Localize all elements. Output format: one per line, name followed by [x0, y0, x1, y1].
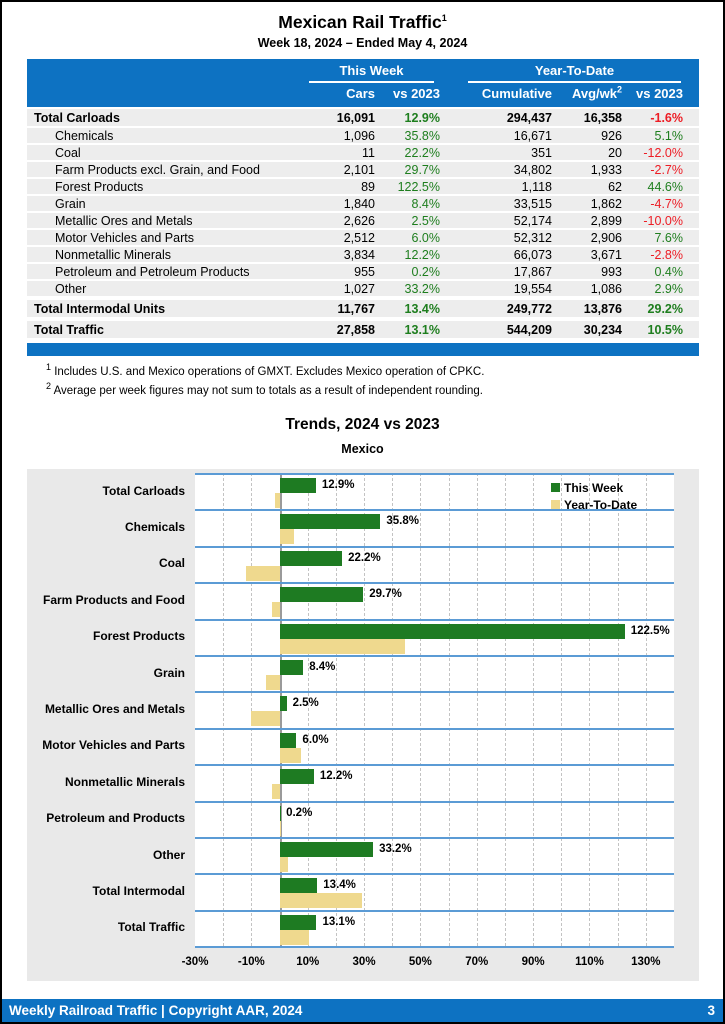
- chart-row: [27, 655, 699, 691]
- table-row: [27, 145, 699, 162]
- x-axis-tick-label: 30%: [352, 956, 376, 968]
- bar-year-to-date: [251, 711, 279, 726]
- table-cell-cumulative: 1,118: [521, 179, 552, 194]
- row-label: Total Intermodal Units: [34, 301, 166, 316]
- table-cell-cumulative: 19,554: [513, 281, 552, 296]
- bar-this-week: [280, 660, 304, 675]
- bar-this-week: [280, 733, 297, 748]
- row-label: Chemicals: [55, 128, 114, 143]
- legend-swatch-green-icon: [551, 483, 560, 492]
- table-cell-ytd_vs: 7.6%: [654, 230, 683, 245]
- table-cell-cars: 3,834: [343, 247, 375, 262]
- legend-label-this-week: This Week: [564, 480, 624, 495]
- chart-row: [27, 873, 699, 909]
- trends-bar-chart: [27, 469, 699, 981]
- chart-row: [27, 546, 699, 582]
- chart-category-label: Grain: [153, 665, 185, 680]
- table-cell-avg_wk: 993: [601, 264, 622, 279]
- table-cell-avg_wk: 16,358: [583, 110, 622, 125]
- chart-category-label: Forest Products: [92, 629, 185, 644]
- chart-row: [27, 837, 699, 873]
- group-header-year-to-date: Year-To-Date: [468, 63, 681, 83]
- table-cell-cars_vs: 12.9%: [404, 110, 440, 125]
- table-cell-cars_vs: 13.4%: [404, 301, 440, 316]
- table-cell-cumulative: 66,073: [513, 247, 552, 262]
- table-cell-avg_wk: 2,906: [590, 230, 622, 245]
- row-label: Farm Products excl. Grain, and Food: [55, 162, 260, 177]
- bar-value-label: 0.2%: [286, 806, 313, 819]
- legend-swatch-yellow-icon: [551, 500, 560, 509]
- bar-value-label: 122.5%: [630, 624, 670, 637]
- chart-plot-area: [27, 473, 699, 948]
- chart-category-label: Coal: [158, 556, 185, 571]
- table-cell-avg_wk: 3,671: [590, 247, 622, 262]
- chart-category-label: Motor Vehicles and Parts: [42, 738, 185, 753]
- bar-year-to-date: [272, 784, 280, 799]
- page-footer: [2, 999, 723, 1022]
- table-row: [27, 128, 699, 145]
- table-cell-cumulative: 16,671: [513, 128, 552, 143]
- legend-item-year-to-date: [551, 496, 637, 513]
- table-cell-cars_vs: 0.2%: [411, 264, 440, 279]
- bar-year-to-date: [280, 821, 281, 836]
- column-header-2: vs 2023: [393, 86, 440, 101]
- chart-row-plot: [195, 546, 674, 582]
- footnote-2-marker: 2: [46, 381, 52, 392]
- legend-item-this-week: [551, 479, 637, 496]
- table-cell-ytd_vs: -4.7%: [650, 196, 683, 211]
- table-cell-ytd_vs: -12.0%: [643, 145, 683, 160]
- table-cell-cumulative: 249,772: [506, 301, 552, 316]
- x-axis-tick-label: 10%: [296, 956, 320, 968]
- bar-year-to-date: [272, 602, 280, 617]
- table-cell-ytd_vs: 2.9%: [654, 281, 683, 296]
- bar-year-to-date: [280, 893, 362, 908]
- chart-category-label: Total Intermodal: [92, 883, 185, 898]
- bar-this-week: [280, 769, 314, 784]
- table-cell-cars: 1,096: [343, 128, 375, 143]
- traffic-table: [27, 59, 699, 340]
- table-row: [27, 264, 699, 281]
- chart-axis-baseline: [195, 946, 674, 948]
- table-cell-ytd_vs: 10.5%: [647, 322, 683, 337]
- table-cell-cars_vs: 29.7%: [404, 162, 440, 177]
- x-axis-tick-label: 90%: [521, 956, 545, 968]
- bar-this-week: [280, 842, 374, 857]
- bar-value-label: 29.7%: [369, 588, 402, 601]
- table-row: [27, 162, 699, 179]
- table-cell-cars_vs: 2.5%: [411, 213, 440, 228]
- table-cell-cars: 2,626: [343, 213, 375, 228]
- bar-year-to-date: [280, 857, 288, 872]
- footnote-2: [46, 381, 723, 398]
- row-label: Petroleum and Petroleum Products: [55, 264, 250, 279]
- x-axis-tick-label: 130%: [631, 956, 661, 968]
- chart-category-label: Petroleum and Products: [46, 811, 185, 826]
- chart-category-label: Other: [152, 847, 185, 862]
- x-axis-tick-label: 50%: [408, 956, 432, 968]
- table-cell-ytd_vs: 29.2%: [647, 301, 683, 316]
- row-label: Other: [55, 281, 87, 296]
- chart-row-plot: [195, 910, 674, 946]
- chart-row-plot: [195, 655, 674, 691]
- x-axis-tick-label: 110%: [575, 956, 604, 968]
- bar-value-label: 12.2%: [319, 770, 353, 783]
- chart-row: [27, 910, 699, 946]
- bar-year-to-date: [275, 493, 280, 508]
- bar-year-to-date: [246, 566, 280, 581]
- column-header-1: Cars: [346, 86, 375, 101]
- table-cell-cars: 2,512: [343, 230, 375, 245]
- chart-category-label: Total Traffic: [117, 920, 185, 935]
- chart-row-plot: [195, 873, 674, 909]
- table-cell-avg_wk: 30,234: [583, 322, 622, 337]
- bar-year-to-date: [280, 748, 301, 763]
- table-body: [27, 109, 699, 340]
- table-cell-ytd_vs: -10.0%: [643, 213, 683, 228]
- table-row: [27, 109, 699, 128]
- table-cell-ytd_vs: -2.8%: [650, 247, 683, 262]
- bar-this-week: [280, 806, 281, 821]
- table-row: [27, 281, 699, 298]
- chart-row: [27, 619, 699, 655]
- row-label: Nonmetallic Minerals: [55, 247, 172, 262]
- chart-row: [27, 764, 699, 800]
- table-group-header-row: [27, 59, 699, 83]
- chart-row: [27, 509, 699, 545]
- table-cell-ytd_vs: -1.6%: [650, 110, 683, 125]
- bar-value-label: 13.1%: [322, 915, 356, 928]
- table-cell-cars_vs: 8.4%: [411, 196, 440, 211]
- x-axis-tick-label: -10%: [237, 956, 265, 968]
- table-cell-avg_wk: 1,086: [590, 281, 622, 296]
- column-header-5: vs 2023: [636, 86, 683, 101]
- table-cell-cars: 11,767: [337, 301, 375, 316]
- table-cell-avg_wk: 1,862: [590, 196, 622, 211]
- chart-row: [27, 801, 699, 837]
- column-header-footnote-marker: 2: [616, 84, 622, 95]
- chart-title: Trends, 2024 vs 2023: [285, 416, 440, 433]
- column-header-spacer: [27, 86, 295, 102]
- row-label: Motor Vehicles and Parts: [55, 230, 194, 245]
- table-cell-cars_vs: 122.5%: [397, 179, 440, 194]
- chart-category-label: Farm Products and Food: [42, 592, 185, 607]
- bar-value-label: 8.4%: [309, 660, 336, 673]
- bar-year-to-date: [266, 675, 279, 690]
- footer-text: Weekly Railroad Traffic | Copyright AAR, 2024: [9, 1003, 303, 1018]
- x-axis-tick-label: -30%: [181, 956, 209, 968]
- footnote-1: [46, 362, 723, 379]
- chart-category-label: Total Carloads: [102, 483, 185, 498]
- table-cell-avg_wk: 62: [608, 179, 622, 194]
- legend-label-year-to-date: Year-To-Date: [564, 497, 638, 512]
- column-header-4: Avg/$wk^2$: [571, 84, 622, 101]
- x-axis-tick-label: 70%: [465, 956, 489, 968]
- table-row: [27, 179, 699, 196]
- bar-this-week: [280, 624, 625, 639]
- table-cell-cumulative: 17,867: [513, 264, 552, 279]
- table-cell-avg_wk: 13,876: [583, 301, 622, 316]
- table-row: [27, 230, 699, 247]
- table-cell-avg_wk: 20: [608, 145, 622, 160]
- chart-category-label: Nonmetallic Minerals: [64, 774, 185, 789]
- footnote-2-text: Average per week figures may not sum to totals as a result of independent rounding.: [53, 385, 483, 397]
- row-label: Total Carloads: [34, 110, 120, 125]
- bar-this-week: [280, 514, 381, 529]
- chart-row-plot: [195, 619, 674, 655]
- table-cell-cumulative: 34,802: [513, 162, 552, 177]
- chart-category-label: Metallic Ores and Metals: [44, 702, 185, 717]
- table-cell-cars: 1,027: [343, 281, 375, 296]
- table-row: [27, 247, 699, 264]
- table-cell-avg_wk: 926: [601, 128, 622, 143]
- chart-legend: [551, 479, 637, 513]
- page-title: [2, 11, 723, 33]
- bar-value-label: 2.5%: [292, 697, 319, 710]
- title-footnote-marker: 1: [441, 13, 447, 24]
- chart-subtitle: Mexico: [341, 442, 384, 456]
- bar-value-label: 6.0%: [302, 733, 329, 746]
- chart-x-axis: [27, 950, 699, 974]
- table-cell-ytd_vs: 5.1%: [654, 128, 683, 143]
- table-cell-avg_wk: 2,899: [590, 213, 622, 228]
- page-subtitle: Week 18, 2024 – Ended May 4, 2024: [257, 36, 468, 50]
- bar-value-label: 22.2%: [348, 551, 381, 564]
- column-header-3: Cumulative: [481, 86, 552, 101]
- row-label: Coal: [55, 145, 81, 160]
- bar-this-week: [280, 587, 364, 602]
- table-row: [27, 196, 699, 213]
- table-cell-cars: 27,858: [336, 322, 375, 337]
- table-column-header-row: [27, 83, 699, 107]
- table-cell-cars_vs: 35.8%: [404, 128, 440, 143]
- bar-this-week: [280, 478, 316, 493]
- table-cell-cars_vs: 12.2%: [404, 247, 440, 262]
- table-cell-cumulative: 33,515: [513, 196, 552, 211]
- bar-this-week: [280, 696, 287, 711]
- row-label: Metallic Ores and Metals: [55, 213, 193, 228]
- chart-row: [27, 691, 699, 727]
- group-header-this-week: This Week: [309, 63, 434, 83]
- chart-row: [27, 728, 699, 764]
- table-cell-cumulative: 52,312: [513, 230, 552, 245]
- bar-value-label: 35.8%: [386, 515, 419, 528]
- bar-this-week: [280, 551, 343, 566]
- row-label: Total Traffic: [34, 322, 104, 337]
- footnotes: [46, 362, 723, 403]
- footer-page-number: 3: [707, 1003, 715, 1018]
- chart-row-plot: [195, 837, 674, 873]
- bar-value-label: 13.4%: [323, 879, 356, 892]
- table-cell-cars_vs: 33.2%: [404, 281, 440, 296]
- table-cell-avg_wk: 1,933: [590, 162, 622, 177]
- footnote-1-text: Includes U.S. and Mexico operations of GMXT. Excludes Mexico operation of CPKC.: [54, 366, 485, 378]
- page-title-text: Mexican Rail Traffic: [278, 12, 442, 32]
- table-cell-cars: 89: [361, 179, 375, 194]
- blue-divider-bar: [27, 343, 699, 356]
- chart-row-plot: [195, 509, 674, 545]
- row-label: Grain: [55, 196, 86, 211]
- bar-year-to-date: [280, 930, 310, 945]
- table-cell-cars: 1,840: [343, 196, 375, 211]
- table-cell-ytd_vs: -2.7%: [650, 162, 683, 177]
- table-cell-cars_vs: 22.2%: [404, 145, 440, 160]
- table-cell-cars_vs: 6.0%: [411, 230, 440, 245]
- bar-value-label: 33.2%: [379, 842, 412, 855]
- bar-year-to-date: [280, 529, 294, 544]
- table-header: [27, 59, 699, 107]
- bar-this-week: [280, 878, 318, 893]
- table-cell-cars_vs: 13.1%: [404, 322, 440, 337]
- bar-value-label: 12.9%: [321, 479, 355, 491]
- bar-year-to-date: [280, 639, 406, 654]
- chart-row-plot: [195, 691, 674, 727]
- chart-category-label: Chemicals: [124, 520, 185, 535]
- table-cell-ytd_vs: 0.4%: [654, 264, 683, 279]
- chart-row-plot: [195, 801, 674, 837]
- table-cell-cumulative: 52,174: [513, 213, 552, 228]
- table-row: [27, 213, 699, 230]
- table-cell-cumulative: 544,209: [506, 322, 552, 337]
- row-label: Forest Products: [55, 179, 144, 194]
- table-cell-cars: 2,101: [343, 162, 375, 177]
- table-cell-cars: 955: [354, 264, 375, 279]
- table-cell-ytd_vs: 44.6%: [647, 179, 683, 194]
- table-cell-cars: 11: [362, 145, 375, 160]
- table-row: [27, 300, 699, 319]
- table-cell-cumulative: 294,437: [506, 110, 552, 125]
- table-cell-cars: 16,091: [336, 110, 375, 125]
- footnote-1-marker: 1: [46, 362, 52, 373]
- table-row: [27, 321, 699, 340]
- chart-row: [27, 582, 699, 618]
- bar-this-week: [280, 915, 317, 930]
- table-cell-cumulative: 351: [531, 145, 552, 160]
- chart-row-plot: [195, 764, 674, 800]
- group-header-spacer: [27, 63, 295, 83]
- chart-row-plot: [195, 728, 674, 764]
- chart-row-plot: [195, 582, 674, 618]
